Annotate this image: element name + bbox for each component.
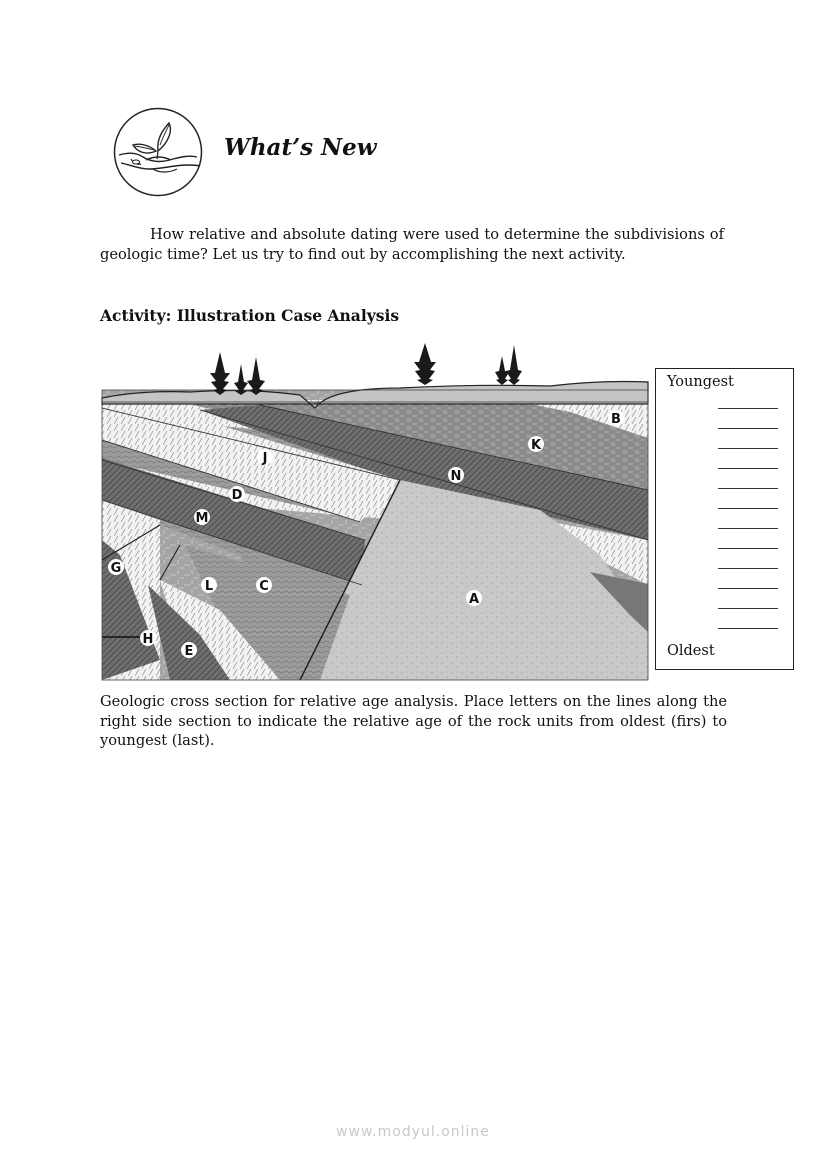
rock-label-G: G: [110, 561, 122, 576]
youngest-label: Youngest: [667, 374, 734, 390]
answer-box: [655, 368, 794, 670]
answer-blank-12[interactable]: [718, 628, 778, 629]
geologic-cross-section: [100, 340, 650, 682]
rock-label-J: J: [262, 451, 268, 466]
answer-blank-1[interactable]: [718, 408, 778, 409]
answer-blank-6[interactable]: [718, 508, 778, 509]
rock-label-H: H: [142, 632, 154, 647]
answer-blank-9[interactable]: [718, 568, 778, 569]
answer-blank-4[interactable]: [718, 468, 778, 469]
hands-seedling-icon: [113, 107, 203, 197]
answer-blank-10[interactable]: [718, 588, 778, 589]
rock-label-D: D: [231, 488, 243, 503]
oldest-label: Oldest: [667, 643, 715, 659]
answer-blank-5[interactable]: [718, 488, 778, 489]
section-title: What’s New: [224, 134, 377, 161]
rock-label-A: A: [468, 592, 480, 607]
rock-label-N: N: [450, 469, 462, 484]
activity-title: Activity: Illustration Case Analysis: [100, 306, 400, 325]
answer-blank-2[interactable]: [718, 428, 778, 429]
answer-blank-3[interactable]: [718, 448, 778, 449]
watermark: www.modyul.online: [336, 1124, 490, 1140]
answer-blank-7[interactable]: [718, 528, 778, 529]
rock-label-B: B: [611, 412, 621, 427]
answer-blank-8[interactable]: [718, 548, 778, 549]
rock-label-M: M: [195, 511, 209, 526]
answer-blank-11[interactable]: [718, 608, 778, 609]
figure-caption: Geologic cross section for relative age analysis. Place letters on the lines along the right side section to indicate the relative age of the rock units from oldest (firs) to youngest (last).: [100, 693, 727, 749]
rock-label-L: L: [204, 579, 214, 594]
intro-paragraph: How relative and absolute dating were used to determine the subdivisions of geologic time? Let us try to find out by accomplishing the next activity.: [100, 226, 724, 263]
rock-label-C: C: [259, 579, 269, 594]
rock-label-E: E: [184, 644, 194, 659]
rock-label-K: K: [530, 438, 542, 453]
